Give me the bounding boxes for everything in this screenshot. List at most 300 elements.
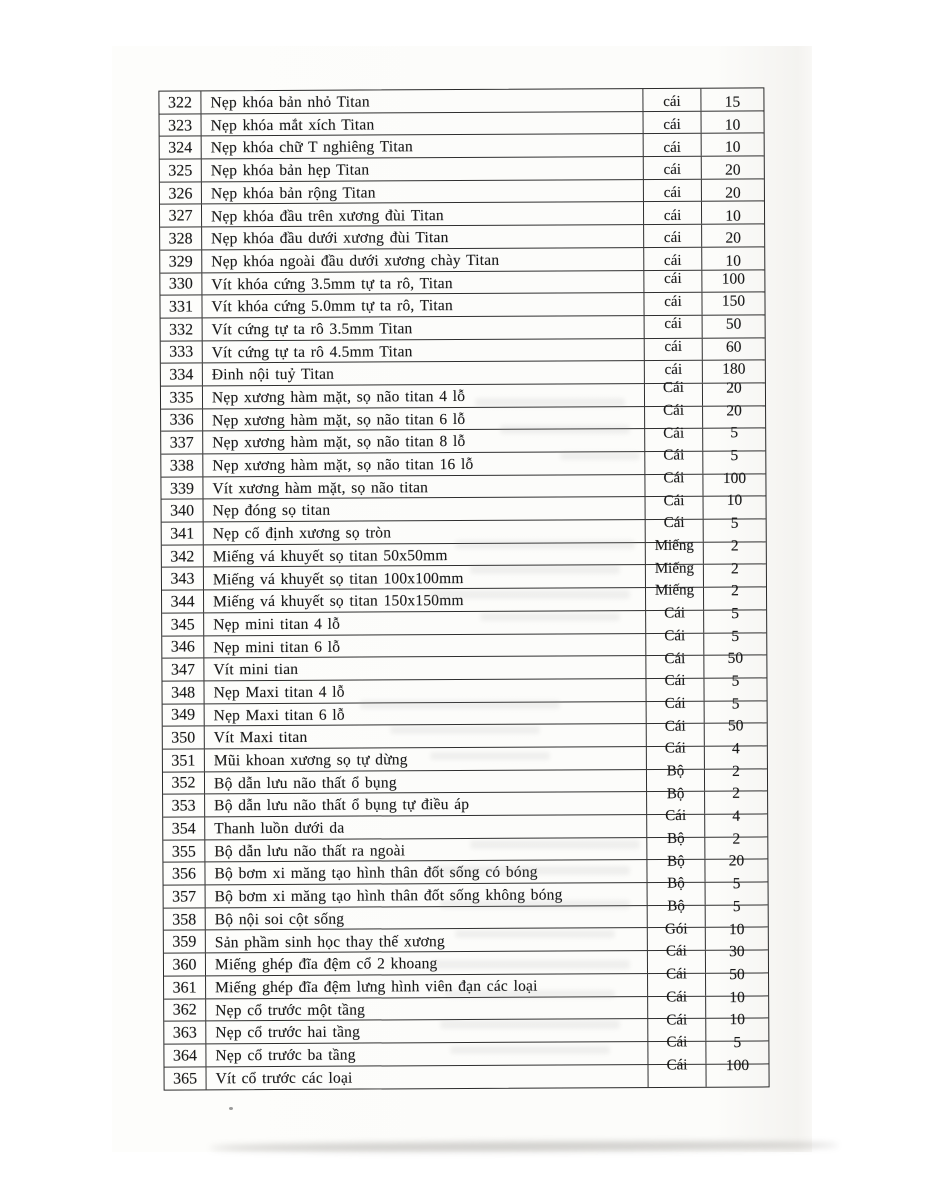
item-description-cell <box>206 883 648 907</box>
item-description: Nẹp Maxi titan 4 lỗ <box>213 683 345 702</box>
item-description: Nẹp khóa bản hẹp Titan <box>210 161 370 180</box>
row-number-cell <box>164 908 206 930</box>
item-description-cell <box>203 429 645 453</box>
row-number-cell <box>160 250 202 272</box>
row-number-cell <box>164 999 206 1021</box>
quantity-value: 2 <box>730 559 739 577</box>
unit-label: Cái <box>666 1011 688 1028</box>
row-number-cell <box>160 273 202 295</box>
item-description: Vít Maxi titan <box>213 729 308 747</box>
quantity-cell <box>703 338 765 360</box>
paper-sheet <box>112 46 812 1152</box>
quantity-cell <box>702 270 764 292</box>
item-description: Nẹp cố định xương sọ tròn <box>212 524 392 543</box>
row-number-cell <box>161 386 203 408</box>
row-number: 348 <box>170 684 196 702</box>
item-description-cell <box>204 565 646 589</box>
quantity-value: 20 <box>726 402 742 420</box>
row-number-cell <box>164 885 206 907</box>
row-number: 327 <box>168 207 193 225</box>
item-description-cell <box>206 951 648 975</box>
item-description: Nẹp xương hàm mặt, sọ não titan 16 lỗ <box>212 456 474 475</box>
item-description-cell <box>202 157 644 181</box>
table-row <box>160 179 764 205</box>
row-number-cell <box>163 863 205 885</box>
row-number-cell <box>161 477 203 499</box>
item-description: Nẹp cổ trước ba tầng <box>215 1046 356 1065</box>
unit-cell <box>644 179 702 201</box>
quantity-cell <box>706 1057 768 1087</box>
item-description-cell <box>203 475 645 499</box>
quantity-cell <box>701 88 763 110</box>
row-number: 342 <box>170 548 195 566</box>
row-number: 351 <box>171 752 196 770</box>
row-number-cell <box>163 749 205 771</box>
item-description-cell <box>204 634 646 658</box>
unit-label: Cái <box>664 628 686 645</box>
item-description-cell <box>203 339 645 363</box>
row-number-cell <box>163 795 205 817</box>
row-number-cell <box>163 727 205 749</box>
item-description-cell <box>202 134 644 158</box>
unit-label: Cái <box>664 605 686 622</box>
unit-label: Cái <box>664 673 686 690</box>
unit-label: Cái <box>664 718 686 735</box>
items-table <box>158 87 769 1090</box>
item-description-cell <box>202 248 644 272</box>
table-row <box>160 225 764 251</box>
row-number: 357 <box>172 888 197 906</box>
quantity-value: 20 <box>725 184 741 202</box>
row-number: 350 <box>171 729 196 747</box>
unit-label: Cái <box>666 966 687 983</box>
item-description: Bộ bơm xi măng tạo hình thân đốt sống không bóng <box>214 886 563 906</box>
row-number-cell <box>163 704 205 726</box>
unit-cell <box>644 248 702 270</box>
quantity-value: 10 <box>725 252 742 270</box>
unit-label: Cái <box>663 492 685 509</box>
item-description-cell <box>206 928 648 952</box>
row-number: 362 <box>172 1001 197 1019</box>
quantity-value: 5 <box>730 447 739 465</box>
row-number: 331 <box>168 298 194 316</box>
item-description-cell <box>204 497 646 521</box>
item-description-cell <box>206 906 648 930</box>
quantity-cell <box>702 293 764 315</box>
row-number-cell <box>162 613 204 635</box>
row-number: 365 <box>173 1070 198 1088</box>
item-description-cell <box>202 180 644 204</box>
table-row <box>164 1057 768 1090</box>
item-description-cell <box>202 293 644 317</box>
quantity-value: 50 <box>729 965 745 984</box>
row-number: 346 <box>170 638 195 656</box>
item-description-cell <box>201 89 643 113</box>
item-description: Vít mini tian <box>213 661 299 679</box>
unit-label: Bộ <box>667 898 685 915</box>
row-number-cell <box>162 681 204 703</box>
quantity-value: 100 <box>725 1057 750 1075</box>
item-description: Bộ dẫn lưu não thất ổ bụng tự điều áp <box>214 796 470 815</box>
unit-cell <box>644 270 702 292</box>
item-description-cell <box>203 316 645 340</box>
row-number-cell <box>160 227 202 249</box>
unit-label: cái <box>663 253 682 270</box>
row-number-cell <box>164 976 206 998</box>
row-number: 343 <box>170 570 195 588</box>
quantity-value: 100 <box>722 469 747 487</box>
quantity-value: 10 <box>729 1011 746 1029</box>
quantity-cell <box>702 179 764 201</box>
row-number-cell <box>160 296 202 318</box>
item-description-cell <box>203 407 645 431</box>
unit-label: cái <box>664 270 682 287</box>
unit-label: Cái <box>663 470 685 487</box>
item-description-cell <box>205 815 647 839</box>
item-description: Vít khóa cứng 3.5mm tự ta rô, Titan <box>211 274 453 293</box>
row-number: 323 <box>168 116 193 135</box>
row-number: 340 <box>170 502 195 520</box>
row-number-cell <box>159 91 201 113</box>
item-description-cell <box>203 452 645 476</box>
item-description-cell <box>202 271 644 295</box>
unit-label: Cái <box>662 380 684 397</box>
unit-label: Cái <box>663 402 685 419</box>
unit-label: Cái <box>663 447 685 464</box>
unit-label: Miếng <box>654 582 695 600</box>
item-description-cell <box>202 112 644 136</box>
item-description: Nẹp đóng sọ titan <box>212 502 331 520</box>
quantity-value: 20 <box>728 852 745 870</box>
quantity-value: 5 <box>732 897 741 915</box>
item-description-cell <box>206 1019 648 1043</box>
item-description: Vít cổ trước các loại <box>215 1069 353 1088</box>
item-description-cell <box>205 747 647 771</box>
quantity-value: 5 <box>731 672 740 690</box>
row-number: 345 <box>170 616 195 634</box>
row-number-cell <box>162 659 204 681</box>
item-description-cell <box>203 384 645 408</box>
quantity-value: 10 <box>728 920 745 938</box>
row-number-cell <box>162 636 204 658</box>
unit-cell <box>645 338 703 360</box>
item-description: Vít cứng tự ta rô 4.5mm Titan <box>211 342 413 361</box>
row-number: 354 <box>171 820 196 838</box>
unit-label: Cái <box>666 989 688 1006</box>
item-description-cell <box>203 361 645 385</box>
row-number: 335 <box>169 389 194 407</box>
quantity-value: 2 <box>732 785 740 803</box>
row-number: 322 <box>167 94 192 112</box>
row-number-cell <box>162 500 204 522</box>
unit-label: Cái <box>666 1034 688 1051</box>
unit-label: Cái <box>663 515 685 532</box>
row-number: 364 <box>172 1047 197 1065</box>
quantity-value: 150 <box>721 292 746 310</box>
unit-label: Cái <box>664 740 686 757</box>
item-description-cell <box>206 974 648 998</box>
table-row <box>160 134 764 160</box>
quantity-cell <box>702 247 764 269</box>
item-description-cell <box>204 543 646 567</box>
item-description: Vít cứng tự ta rô 3.5mm Titan <box>211 320 413 339</box>
table-row <box>159 88 763 114</box>
quantity-value: 50 <box>727 717 744 735</box>
unit-cell <box>644 202 702 224</box>
unit-label: cái <box>664 338 683 355</box>
item-description-cell <box>206 997 648 1021</box>
item-description-cell <box>205 770 647 794</box>
quantity-cell <box>702 225 764 247</box>
row-number-cell <box>164 1044 206 1066</box>
quantity-value: 10 <box>729 988 745 1006</box>
row-number: 360 <box>172 956 197 974</box>
quantity-cell <box>702 111 764 133</box>
unit-cell <box>644 157 702 179</box>
quantity-value: 5 <box>730 514 739 532</box>
row-number-cell <box>162 522 204 544</box>
quantity-value: 10 <box>724 139 741 157</box>
item-description: Miếng vá khuyết sọ titan 150x150mm <box>213 592 464 611</box>
quantity-value: 100 <box>721 270 746 288</box>
item-description: Bộ bơm xi măng tạo hình thân đốt sống có bóng <box>214 864 538 883</box>
table-row <box>160 111 764 137</box>
quantity-value: 5 <box>732 875 741 893</box>
unit-label: cái <box>663 230 682 247</box>
row-number: 325 <box>168 162 193 180</box>
unit-label: Cái <box>664 695 686 712</box>
row-number: 336 <box>169 411 194 430</box>
item-description-cell <box>206 1065 648 1090</box>
item-description-cell <box>206 1042 648 1066</box>
item-description: Nẹp xương hàm mặt, sọ não titan 4 lỗ <box>211 388 466 407</box>
quantity-value: 20 <box>726 379 742 397</box>
item-description: Nẹp khóa bản rộng Titan <box>210 184 376 203</box>
item-description: Vít xương hàm mặt, sọ não titan <box>212 478 429 498</box>
item-description: Nẹp khóa chữ T nghiêng Titan <box>210 138 413 157</box>
item-description: Nẹp mini titan 6 lỗ <box>213 638 341 656</box>
item-description: Sản phầm sinh học thay thế xương <box>214 932 445 951</box>
row-number-cell <box>163 817 205 839</box>
row-number-cell <box>160 159 202 181</box>
row-number-cell <box>161 454 203 476</box>
row-number: 337 <box>169 434 194 452</box>
quantity-value: 5 <box>730 424 739 442</box>
row-number-cell <box>160 205 202 227</box>
row-number-cell <box>161 318 203 340</box>
quantity-value: 4 <box>732 807 741 825</box>
row-number: 326 <box>168 185 193 203</box>
quantity-value: 30 <box>729 943 745 961</box>
quantity-value: 2 <box>731 582 739 600</box>
row-number-cell <box>163 840 205 862</box>
row-number: 334 <box>169 366 194 384</box>
row-number-cell <box>161 364 203 386</box>
row-number: 339 <box>169 479 195 498</box>
item-description: Nẹp khóa đầu dưới xương đùi Titan <box>211 229 449 248</box>
item-description: Bộ dẫn lưu não thất ra ngoài <box>214 842 406 861</box>
row-number: 359 <box>172 933 197 951</box>
unit-label: cái <box>663 162 682 179</box>
quantity-value: 50 <box>727 650 744 668</box>
quantity-value: 2 <box>732 830 741 848</box>
item-description: Đinh nội tuỷ Titan <box>211 366 335 384</box>
unit-label: Miếng <box>654 560 695 577</box>
unit-label: Cái <box>665 943 687 960</box>
unit-label: cái <box>663 116 681 133</box>
quantity-value: 180 <box>722 360 746 378</box>
quantity-value: 5 <box>731 627 740 645</box>
item-description-cell <box>205 792 647 816</box>
row-number: 355 <box>171 842 196 861</box>
unit-cell <box>644 134 702 156</box>
item-description: Vít khóa cứng 5.0mm tự ta rô, Titan <box>211 297 453 316</box>
unit-label: Cái <box>664 650 686 667</box>
quantity-value: 15 <box>724 93 741 111</box>
unit-label: cái <box>663 184 682 202</box>
row-number-cell <box>162 590 204 612</box>
unit-label: Cái <box>666 1057 688 1074</box>
unit-cell <box>644 111 702 133</box>
row-number: 349 <box>171 706 196 724</box>
item-description-cell <box>205 724 647 748</box>
row-number: 324 <box>168 139 193 157</box>
item-description-cell <box>202 202 644 226</box>
row-number: 333 <box>169 343 194 361</box>
table-row <box>160 156 764 182</box>
quantity-value: 5 <box>733 1034 742 1052</box>
item-description: Nẹp xương hàm mặt, sọ não titan 8 lỗ <box>212 433 466 452</box>
unit-label: Bộ <box>667 853 685 870</box>
row-number-cell <box>164 953 206 975</box>
row-number: 356 <box>171 865 197 883</box>
row-number: 332 <box>169 321 194 339</box>
item-description: Miếng vá khuyết sọ titan 50x50mm <box>212 546 448 566</box>
table-row <box>160 202 764 228</box>
quantity-cell <box>702 156 764 178</box>
quantity-value: 20 <box>725 161 741 179</box>
unit-label: cái <box>664 316 682 333</box>
unit-label: Bộ <box>667 830 685 847</box>
row-number-cell <box>161 432 203 454</box>
quantity-value: 2 <box>730 537 739 555</box>
row-number: 361 <box>172 979 197 997</box>
unit-label: Bộ <box>666 763 685 780</box>
unit-label: Bộ <box>667 875 685 893</box>
item-description: Miếng ghép đĩa đệm lưng hình viên đạn các loại <box>215 977 538 997</box>
quantity-value: 10 <box>725 207 741 225</box>
row-number-cell <box>160 182 202 204</box>
unit-label: Cái <box>663 425 685 442</box>
row-number: 330 <box>168 275 193 293</box>
quantity-cell <box>702 202 764 224</box>
row-number-cell <box>162 545 204 567</box>
item-description-cell <box>205 838 647 862</box>
quantity-value: 5 <box>731 604 740 623</box>
item-description: Bộ nội soi cột sống <box>214 910 345 929</box>
row-number: 341 <box>170 525 195 543</box>
quantity-value: 60 <box>725 338 742 356</box>
row-number-cell <box>161 409 203 431</box>
item-description-cell <box>202 225 644 249</box>
unit-label: cái <box>663 94 681 111</box>
unit-label: Bộ <box>666 785 685 802</box>
unit-label: Cái <box>665 808 687 825</box>
item-description: Nẹp khóa bản nhỏ Titan <box>210 93 370 112</box>
row-number: 358 <box>172 911 197 929</box>
item-description-cell <box>205 702 647 726</box>
unit-cell <box>648 1057 706 1087</box>
item-description: Nẹp khóa mắt xích Titan <box>210 116 375 135</box>
item-description: Bộ dẫn lưu não thất ổ bụng <box>213 774 397 793</box>
row-number-cell <box>164 931 206 953</box>
item-description: Miếng ghép đĩa đệm cổ 2 khoang <box>214 955 438 974</box>
quantity-value: 50 <box>725 315 742 333</box>
page-bottom-shadow <box>210 1141 838 1153</box>
quantity-cell <box>703 315 765 337</box>
item-description: Mũi khoan xương sọ tự dừng <box>213 751 408 770</box>
row-number: 338 <box>169 457 194 475</box>
row-number-cell <box>161 341 203 363</box>
item-description-cell <box>204 611 646 635</box>
row-number: 353 <box>171 797 196 815</box>
quantity-value: 10 <box>726 492 743 510</box>
row-number: 328 <box>168 230 193 248</box>
quantity-value: 4 <box>731 740 740 758</box>
item-description: Nẹp Maxi titan 6 lỗ <box>213 706 345 724</box>
item-description: Nẹp mini titan 4 lỗ <box>213 615 341 634</box>
quantity-cell <box>702 134 764 156</box>
quantity-value: 20 <box>725 229 741 247</box>
unit-label: Miếng <box>654 537 694 555</box>
row-number-cell <box>162 568 204 590</box>
row-number-cell <box>163 772 205 794</box>
row-number: 352 <box>171 774 196 793</box>
row-number: 347 <box>170 661 195 679</box>
unit-cell <box>644 225 702 247</box>
row-number-cell <box>160 137 202 159</box>
item-description: Miếng vá khuyết sọ titan 100x100mm <box>212 569 464 588</box>
quantity-value: 10 <box>724 116 741 134</box>
item-description-cell <box>205 860 647 884</box>
row-number: 363 <box>172 1024 197 1042</box>
item-description: Nẹp khóa ngoài đầu dưới xương chày Titan <box>211 251 500 271</box>
item-description-cell <box>204 656 646 680</box>
unit-cell <box>643 89 701 111</box>
unit-label: cái <box>664 361 683 378</box>
row-number: 329 <box>168 253 193 271</box>
quantity-value: 2 <box>732 762 740 780</box>
item-description: Thanh luồn dưới da <box>214 819 345 838</box>
scan-speck <box>229 1107 233 1110</box>
item-description-cell <box>204 588 646 612</box>
unit-label: cái <box>663 207 682 224</box>
unit-label: Gói <box>664 921 688 938</box>
quantity-value: 5 <box>731 695 740 713</box>
row-number-cell <box>160 114 202 136</box>
item-description: Nẹp cổ trước một tầng <box>215 1001 366 1019</box>
item-description-cell <box>204 520 646 544</box>
unit-label: cái <box>663 139 681 156</box>
item-description: Nẹp cổ trước hai tầng <box>215 1023 361 1042</box>
row-number-cell <box>164 1022 206 1044</box>
unit-cell <box>645 316 703 338</box>
unit-label: cái <box>664 293 682 310</box>
item-description: Nẹp khóa đầu trên xương đùi Titan <box>211 206 444 225</box>
row-number-cell <box>164 1067 206 1090</box>
item-description: Nẹp xương hàm mặt, sọ não titan 6 lỗ <box>212 410 466 430</box>
row-number: 344 <box>170 593 195 611</box>
